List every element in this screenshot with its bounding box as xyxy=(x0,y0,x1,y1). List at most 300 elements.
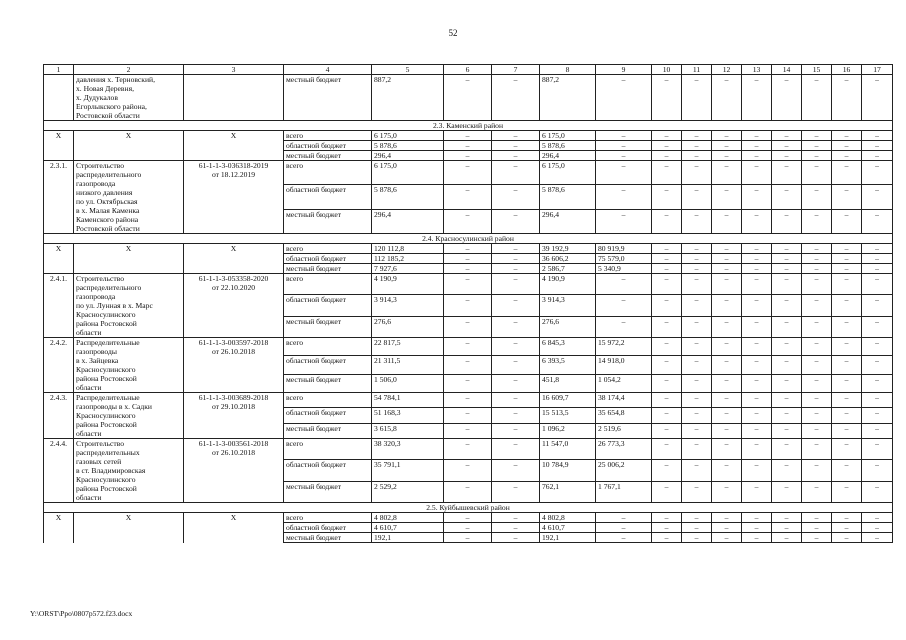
amount-cell: – xyxy=(444,338,492,356)
amount-cell: – xyxy=(712,460,742,481)
amount-cell: – xyxy=(712,141,742,151)
object-name-line: области xyxy=(76,493,102,502)
object-name-line: района Ростовской xyxy=(76,374,137,383)
amount-cell: – xyxy=(862,393,893,408)
budget-source: всего xyxy=(284,393,372,408)
amount-cell: – xyxy=(652,513,682,523)
document-number-line: 61-1-1-3-003561-2018 xyxy=(198,439,269,448)
amount-cell: – xyxy=(712,513,742,523)
amount-cell: – xyxy=(712,151,742,161)
amount-cell: – xyxy=(772,161,802,185)
amount-cell: – xyxy=(832,356,862,374)
amount-cell: – xyxy=(492,513,540,523)
amount-cell: – xyxy=(742,356,772,374)
section-header-row xyxy=(44,121,893,131)
amount-cell: – xyxy=(682,264,712,274)
object-name-line: области xyxy=(76,429,102,438)
item-code: Х xyxy=(44,131,74,161)
amount-cell: – xyxy=(444,533,492,543)
budget-source: областной бюджет xyxy=(284,408,372,423)
amount-cell: 36 606,2 xyxy=(540,254,596,264)
amount-cell: – xyxy=(712,408,742,423)
amount-cell: – xyxy=(742,131,772,141)
amount-cell: – xyxy=(444,460,492,481)
amount-cell: 3 615,8 xyxy=(372,423,444,438)
object-name-line: района Ростовской xyxy=(76,420,137,429)
amount-cell: 35 654,8 xyxy=(596,408,652,423)
amount-cell: 7 927,6 xyxy=(372,264,444,274)
amount-cell: – xyxy=(862,439,893,460)
item-code: 2.4.4. xyxy=(44,439,74,503)
amount-cell: – xyxy=(712,393,742,408)
amount-cell: – xyxy=(742,141,772,151)
header-cell: 4 xyxy=(284,65,372,75)
document-number-line: 61-1-1-3-003597-2018 xyxy=(198,338,269,347)
amount-cell: – xyxy=(682,460,712,481)
amount-cell: – xyxy=(596,274,652,295)
amount-cell: – xyxy=(492,141,540,151)
amount-cell: – xyxy=(832,264,862,274)
document-number-line: от 29.10.2018 xyxy=(211,402,256,411)
amount-cell: – xyxy=(596,185,652,209)
amount-cell: 120 112,8 xyxy=(372,244,444,254)
amount-cell: – xyxy=(682,151,712,161)
document-number-line: Х xyxy=(230,131,237,140)
amount-cell: – xyxy=(444,356,492,374)
amount-cell: – xyxy=(772,141,802,151)
amount-cell: – xyxy=(444,295,492,316)
table-row xyxy=(44,244,893,254)
amount-cell: – xyxy=(444,141,492,151)
amount-cell: – xyxy=(832,481,862,502)
amount-cell: – xyxy=(772,274,802,295)
budget-source: областной бюджет xyxy=(284,295,372,316)
amount-cell: – xyxy=(862,356,893,374)
amount-cell: – xyxy=(712,423,742,438)
document-number-line: от 22.10.2020 xyxy=(211,283,256,292)
item-code: Х xyxy=(44,244,74,274)
document-number xyxy=(184,131,284,161)
amount-cell: 4 802,8 xyxy=(540,513,596,523)
object-name-line: района Ростовской xyxy=(76,319,137,328)
amount-cell: – xyxy=(802,513,832,523)
amount-cell: 38 320,3 xyxy=(372,439,444,460)
amount-cell: – xyxy=(444,131,492,141)
object-name-line: распределительного xyxy=(76,283,142,292)
amount-cell: – xyxy=(772,533,802,543)
amount-cell: – xyxy=(832,254,862,264)
amount-cell: – xyxy=(772,423,802,438)
table-row xyxy=(44,131,893,141)
amount-cell: 451,8 xyxy=(540,374,596,392)
amount-cell: – xyxy=(682,254,712,264)
amount-cell: 6 175,0 xyxy=(540,131,596,141)
object-name-line: в х. Малая Каменка xyxy=(76,206,140,215)
amount-cell: 6 175,0 xyxy=(540,161,596,185)
amount-cell: – xyxy=(772,316,802,337)
amount-cell: – xyxy=(772,523,802,533)
amount-cell: – xyxy=(492,423,540,438)
budget-source: всего xyxy=(284,161,372,185)
amount-cell: – xyxy=(862,274,893,295)
amount-cell: 3 914,3 xyxy=(540,295,596,316)
amount-cell: 15 972,2 xyxy=(596,338,652,356)
amount-cell: – xyxy=(682,316,712,337)
amount-cell: – xyxy=(772,460,802,481)
amount-cell: – xyxy=(832,523,862,533)
amount-cell: – xyxy=(652,408,682,423)
amount-cell: – xyxy=(444,316,492,337)
header-cell: 16 xyxy=(832,65,862,75)
amount-cell: – xyxy=(682,513,712,523)
amount-cell: 192,1 xyxy=(372,533,444,543)
amount-cell: 6 845,3 xyxy=(540,338,596,356)
amount-cell: – xyxy=(652,274,682,295)
document-number xyxy=(184,161,284,234)
amount-cell: – xyxy=(652,393,682,408)
header-cell: 2 xyxy=(74,65,184,75)
amount-cell: – xyxy=(832,244,862,254)
amount-cell: – xyxy=(742,151,772,161)
budget-source: местный бюджет xyxy=(284,151,372,161)
amount-cell: 2 529,2 xyxy=(372,481,444,502)
document-number xyxy=(184,513,284,543)
amount-cell: – xyxy=(652,75,682,121)
amount-cell: – xyxy=(652,254,682,264)
amount-cell: – xyxy=(802,481,832,502)
amount-cell: 22 817,5 xyxy=(372,338,444,356)
amount-cell: – xyxy=(652,338,682,356)
amount-cell: – xyxy=(444,244,492,254)
amount-cell: – xyxy=(742,439,772,460)
amount-cell: – xyxy=(862,523,893,533)
amount-cell: – xyxy=(772,356,802,374)
amount-cell: – xyxy=(596,295,652,316)
object-name-line: Красносулинского xyxy=(76,365,136,374)
amount-cell: 11 547,0 xyxy=(540,439,596,460)
object-name-line: газопровода xyxy=(76,292,116,301)
object-name xyxy=(74,439,184,503)
amount-cell: – xyxy=(742,513,772,523)
amount-cell: – xyxy=(492,244,540,254)
amount-cell: 5 878,6 xyxy=(372,141,444,151)
amount-cell: – xyxy=(802,264,832,274)
section-header-row xyxy=(44,234,893,244)
object-name-line: Красносулинского xyxy=(76,411,136,420)
amount-cell: 1 054,2 xyxy=(596,374,652,392)
amount-cell: – xyxy=(742,423,772,438)
amount-cell: – xyxy=(652,316,682,337)
amount-cell: – xyxy=(444,209,492,233)
amount-cell: – xyxy=(492,254,540,264)
amount-cell: – xyxy=(652,244,682,254)
amount-cell: – xyxy=(742,264,772,274)
budget-source: местный бюджет xyxy=(284,264,372,274)
amount-cell: – xyxy=(444,374,492,392)
amount-cell: – xyxy=(652,141,682,151)
amount-cell: – xyxy=(832,274,862,295)
amount-cell: – xyxy=(596,75,652,121)
document-number-line: от 26.10.2018 xyxy=(211,347,256,356)
amount-cell: – xyxy=(862,264,893,274)
amount-cell: 296,4 xyxy=(372,151,444,161)
object-name xyxy=(74,513,184,543)
amount-cell: – xyxy=(492,209,540,233)
item-code xyxy=(44,75,74,121)
amount-cell: – xyxy=(742,481,772,502)
amount-cell: – xyxy=(862,374,893,392)
amount-cell: 5 878,6 xyxy=(540,185,596,209)
object-name xyxy=(74,393,184,439)
object-name-line: Егорлыкского района, xyxy=(76,102,147,111)
amount-cell: – xyxy=(682,393,712,408)
amount-cell: – xyxy=(802,274,832,295)
table-row xyxy=(44,439,893,460)
amount-cell: – xyxy=(832,316,862,337)
header-cell: 8 xyxy=(540,65,596,75)
document-number-line: Х xyxy=(230,244,237,253)
section-header-row xyxy=(44,503,893,513)
object-name-line: Красносулинского xyxy=(76,475,136,484)
amount-cell: 26 773,3 xyxy=(596,439,652,460)
amount-cell: – xyxy=(802,209,832,233)
table-row xyxy=(44,393,893,408)
amount-cell: – xyxy=(772,393,802,408)
amount-cell: – xyxy=(772,264,802,274)
object-name xyxy=(74,75,184,121)
header-cell: 6 xyxy=(444,65,492,75)
amount-cell: – xyxy=(832,460,862,481)
amount-cell: – xyxy=(444,274,492,295)
amount-cell: – xyxy=(742,393,772,408)
amount-cell: 296,4 xyxy=(540,151,596,161)
amount-cell: – xyxy=(742,185,772,209)
amount-cell: – xyxy=(652,533,682,543)
amount-cell: – xyxy=(444,254,492,264)
object-name-line: области xyxy=(76,328,102,337)
amount-cell: – xyxy=(492,151,540,161)
amount-cell: – xyxy=(596,513,652,523)
amount-cell: 25 006,2 xyxy=(596,460,652,481)
amount-cell: – xyxy=(712,356,742,374)
amount-cell: – xyxy=(492,161,540,185)
amount-cell: – xyxy=(596,141,652,151)
amount-cell: – xyxy=(596,523,652,533)
budget-source: областной бюджет xyxy=(284,460,372,481)
object-name-line: газопровода xyxy=(76,179,116,188)
amount-cell: – xyxy=(742,316,772,337)
header-cell: 9 xyxy=(596,65,652,75)
amount-cell: – xyxy=(682,423,712,438)
amount-cell: – xyxy=(772,481,802,502)
amount-cell: 112 185,2 xyxy=(372,254,444,264)
amount-cell: – xyxy=(832,533,862,543)
object-name xyxy=(74,244,184,274)
amount-cell: – xyxy=(492,439,540,460)
amount-cell: – xyxy=(596,209,652,233)
amount-cell: 6 175,0 xyxy=(372,161,444,185)
amount-cell: – xyxy=(802,131,832,141)
amount-cell: – xyxy=(444,264,492,274)
amount-cell: – xyxy=(492,274,540,295)
amount-cell: – xyxy=(742,209,772,233)
amount-cell: – xyxy=(492,481,540,502)
amount-cell: 5 878,6 xyxy=(372,185,444,209)
amount-cell: – xyxy=(712,439,742,460)
amount-cell: – xyxy=(682,141,712,151)
amount-cell: – xyxy=(682,274,712,295)
amount-cell: – xyxy=(802,244,832,254)
amount-cell: – xyxy=(832,209,862,233)
amount-cell: – xyxy=(444,439,492,460)
amount-cell: – xyxy=(832,374,862,392)
amount-cell: – xyxy=(444,161,492,185)
table-row xyxy=(44,513,893,523)
amount-cell: – xyxy=(802,316,832,337)
budget-source: областной бюджет xyxy=(284,185,372,209)
amount-cell: 4 190,9 xyxy=(540,274,596,295)
item-code: 2.4.2. xyxy=(44,338,74,393)
budget-source: всего xyxy=(284,513,372,523)
amount-cell: – xyxy=(802,374,832,392)
section-title: 2.5. Куйбышевский район xyxy=(44,503,893,513)
amount-cell: 6 175,0 xyxy=(372,131,444,141)
amount-cell: – xyxy=(862,460,893,481)
amount-cell: – xyxy=(742,274,772,295)
table-row xyxy=(44,75,893,121)
amount-cell: 762,1 xyxy=(540,481,596,502)
object-name-line: распределительных xyxy=(76,448,140,457)
amount-cell: – xyxy=(742,244,772,254)
amount-cell: – xyxy=(682,338,712,356)
footer-path: Y:\ORST\Ppo\0807p572.f23.docx xyxy=(30,609,133,618)
amount-cell: 276,6 xyxy=(372,316,444,337)
header-cell: 11 xyxy=(682,65,712,75)
amount-cell: – xyxy=(772,131,802,141)
amount-cell: – xyxy=(862,481,893,502)
amount-cell: – xyxy=(832,75,862,121)
object-name-line: в х. Зайцевка xyxy=(76,356,119,365)
object-name-line: Строительство xyxy=(76,274,124,283)
table-row xyxy=(44,161,893,185)
document-number-line: 61-1-1-3-036318-2019 xyxy=(198,161,269,170)
amount-cell: – xyxy=(682,185,712,209)
amount-cell: 75 579,0 xyxy=(596,254,652,264)
document-number xyxy=(184,439,284,503)
amount-cell: – xyxy=(444,393,492,408)
object-name-line: области xyxy=(76,383,102,392)
amount-cell: – xyxy=(742,408,772,423)
item-code: 2.4.1. xyxy=(44,274,74,338)
budget-source: местный бюджет xyxy=(284,316,372,337)
amount-cell: – xyxy=(492,75,540,121)
amount-cell: 2 519,6 xyxy=(596,423,652,438)
header-cell: 14 xyxy=(772,65,802,75)
amount-cell: – xyxy=(802,393,832,408)
budget-source: областной бюджет xyxy=(284,141,372,151)
amount-cell: – xyxy=(772,295,802,316)
amount-cell: – xyxy=(712,131,742,141)
amount-cell: – xyxy=(682,75,712,121)
budget-source: областной бюджет xyxy=(284,254,372,264)
document-number xyxy=(184,393,284,439)
amount-cell: – xyxy=(862,75,893,121)
amount-cell: – xyxy=(772,185,802,209)
amount-cell: – xyxy=(682,295,712,316)
amount-cell: 14 918,0 xyxy=(596,356,652,374)
object-name-line: х. Новая Деревня, xyxy=(76,84,134,93)
amount-cell: 3 914,3 xyxy=(372,295,444,316)
amount-cell: 21 311,5 xyxy=(372,356,444,374)
document-number-line: от 18.12.2019 xyxy=(211,170,256,179)
amount-cell: – xyxy=(652,295,682,316)
amount-cell: – xyxy=(712,374,742,392)
object-name-line: Распределительные xyxy=(76,393,140,402)
amount-cell: 1 506,0 xyxy=(372,374,444,392)
amount-cell: – xyxy=(802,295,832,316)
budget-source: всего xyxy=(284,244,372,254)
amount-cell: – xyxy=(862,131,893,141)
amount-cell: – xyxy=(862,423,893,438)
amount-cell: – xyxy=(492,316,540,337)
amount-cell: 887,2 xyxy=(540,75,596,121)
object-name xyxy=(74,161,184,234)
amount-cell: 4 802,8 xyxy=(372,513,444,523)
amount-cell: 39 192,9 xyxy=(540,244,596,254)
amount-cell: – xyxy=(682,374,712,392)
amount-cell: 35 791,1 xyxy=(372,460,444,481)
budget-table xyxy=(43,64,893,543)
document-number xyxy=(184,274,284,338)
amount-cell: – xyxy=(712,338,742,356)
object-name-line: распределительного xyxy=(76,170,142,179)
amount-cell: – xyxy=(862,316,893,337)
header-cell: 1 xyxy=(44,65,74,75)
amount-cell: – xyxy=(492,295,540,316)
object-name-line: по ул. Лунная в х. Марс xyxy=(76,301,153,310)
amount-cell: – xyxy=(832,423,862,438)
budget-source: местный бюджет xyxy=(284,374,372,392)
budget-source: местный бюджет xyxy=(284,209,372,233)
amount-cell: – xyxy=(802,141,832,151)
amount-cell: – xyxy=(492,356,540,374)
object-name-line: Строительство xyxy=(76,161,124,170)
amount-cell: – xyxy=(832,185,862,209)
document-number-line: 61-1-1-3-003689-2018 xyxy=(198,393,269,402)
amount-cell: – xyxy=(492,374,540,392)
amount-cell: – xyxy=(712,295,742,316)
amount-cell: – xyxy=(712,75,742,121)
amount-cell: – xyxy=(802,523,832,533)
amount-cell: – xyxy=(802,533,832,543)
amount-cell: – xyxy=(862,209,893,233)
header-row xyxy=(44,65,893,75)
object-name-line: газопроводы xyxy=(76,347,117,356)
header-cell: 13 xyxy=(742,65,772,75)
object-name-line: низкого давления xyxy=(76,188,133,197)
amount-cell: – xyxy=(682,161,712,185)
amount-cell: 80 919,9 xyxy=(596,244,652,254)
budget-source: местный бюджет xyxy=(284,481,372,502)
amount-cell: – xyxy=(772,151,802,161)
amount-cell: – xyxy=(862,254,893,264)
amount-cell: 276,6 xyxy=(540,316,596,337)
amount-cell: – xyxy=(652,264,682,274)
amount-cell: 887,2 xyxy=(372,75,444,121)
amount-cell: 296,4 xyxy=(540,209,596,233)
amount-cell: – xyxy=(802,460,832,481)
amount-cell: – xyxy=(742,523,772,533)
